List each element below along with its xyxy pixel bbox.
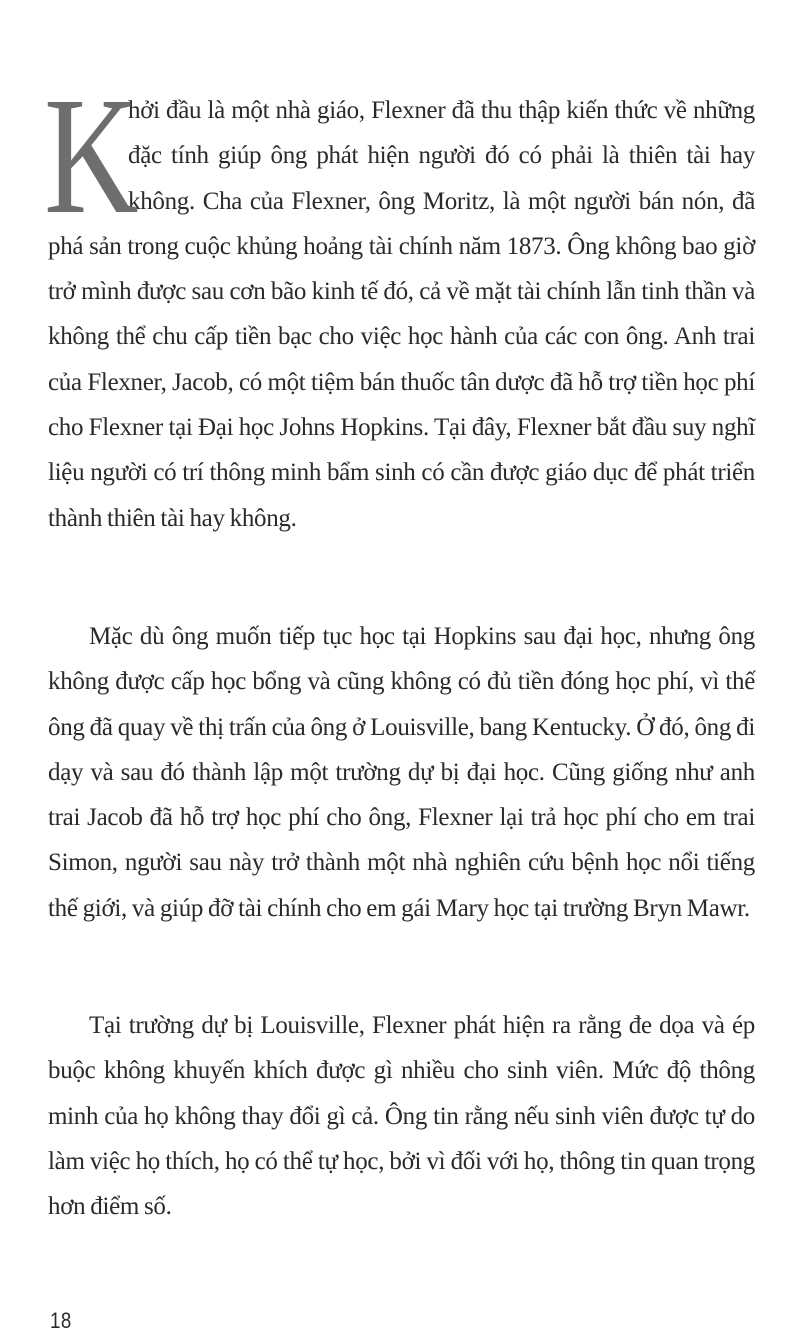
paragraph-1 xyxy=(44,63,755,541)
paragraph-2 xyxy=(48,614,755,931)
drop-cap-letter: K xyxy=(44,63,139,249)
paragraph-2-text: Mặc dù ông muốn tiếp tục học tại Hopkins sau đại học, nhưng ông không được cấp học bổng và cũng không có đủ tiền đóng học phí, vì thế ông đã quay về thị trấn của ông ở Louisville, bang Kentucky. Ở đó, ông đi dạy và sau đó thành lập một trường dự bị đại học. Cũng giống như anh trai Jacob đã hỗ trợ học phí cho ông, Flexner lại trả học phí cho em trai Simon, người sau này trở thành một nhà nghiên cứu bệnh học nổi tiếng thế giới, và giúp đỡ tài chính cho em gái Mary học tại trường Bryn Mawr. xyxy=(48,623,755,922)
paragraph-3 xyxy=(48,1003,755,1229)
page-number: 18 xyxy=(50,1308,72,1333)
paragraph-1-text: hởi đầu là một nhà giáo, Flexner đã thu thập kiến thức về những đặc tính giúp ông phát hiện người đó có phải là thiên tài hay không. Cha của Flexner, ông Moritz, là một người bán nón, đã phá sản trong cuộc khủng hoảng tài chính năm 1873. Ông không bao giờ trở mình được sau cơn bão kinh tế đó, cả về mặt tài chính lẫn tinh thần và không thể chu cấp tiền bạc cho việc học hành của các con ông. Anh trai của Flexner, Jacob, có một tiệm bán thuốc tân dược đã hỗ trợ tiền học phí cho Flexner tại Đại học Johns Hopkins. Tại đây, Flexner bắt đầu suy nghĩ liệu người có trí thông minh bẩm sinh có cần được giáo dục để phát triển thành thiên tài hay không. xyxy=(48,97,755,532)
paragraph-3-text: Tại trường dự bị Louisville, Flexner phát hiện ra rằng đe dọa và ép buộc không khuyến khích được gì nhiều cho sinh viên. Mức độ thông minh của họ không thay đổi gì cả. Ông tin rằng nếu sinh viên được tự do làm việc họ thích, họ có thể tự học, bởi vì đối với họ, thông tin quan trọng hơn điểm số. xyxy=(48,1012,755,1221)
